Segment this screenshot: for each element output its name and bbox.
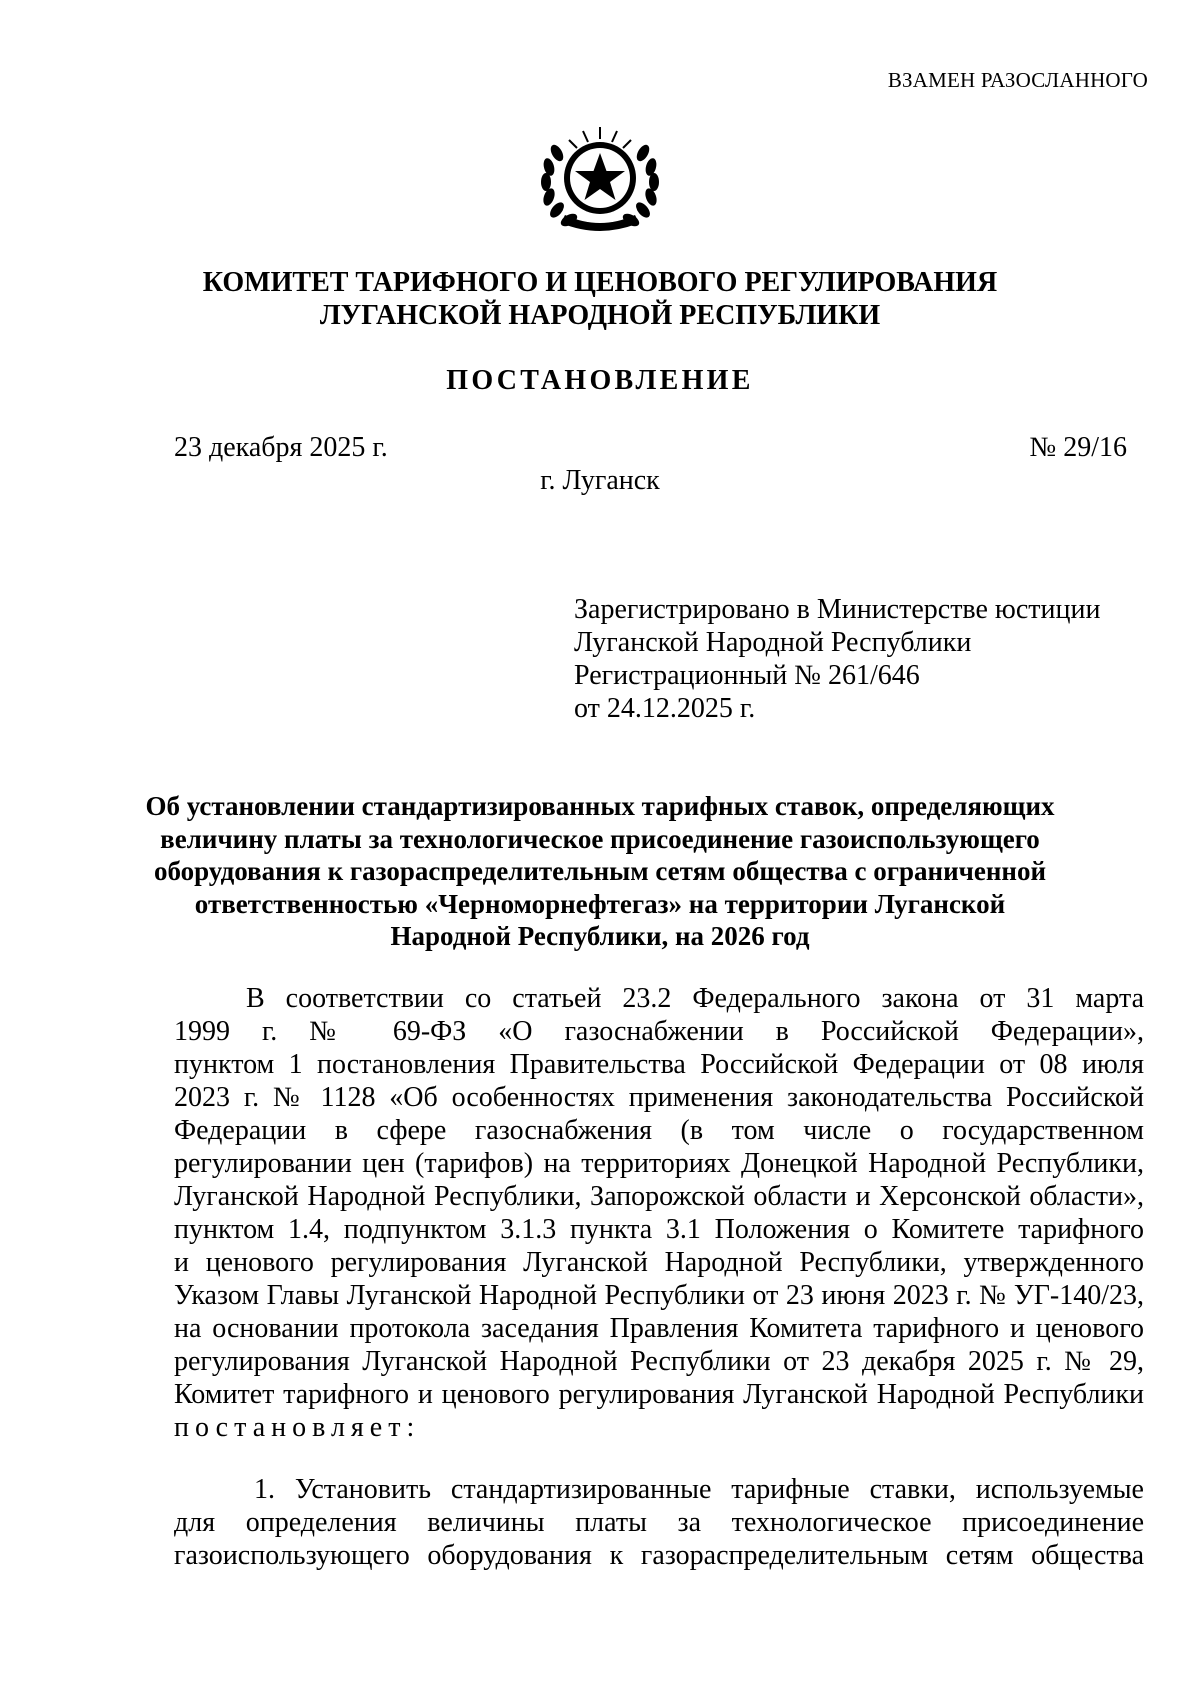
item-1-paragraph xyxy=(174,1473,1144,1572)
replacement-stamp: ВЗАМЕН РАЗОСЛАННОГО xyxy=(887,68,1148,92)
document-number: № 29/16 xyxy=(1029,432,1127,463)
preamble-line: регулировании цен (тарифов) на территориях Донецкой Народной Республики, xyxy=(174,1148,1144,1179)
preamble-line: 1999 г. № 69-ФЗ «О газоснабжении в Российской Федерации», xyxy=(174,1016,1144,1047)
preamble-line: Указом Главы Луганской Народной Республики от 23 июня 2023 г. № УГ-140/23, xyxy=(174,1280,1144,1311)
preamble-line: 2023 г. № 1128 «Об особенностях применения законодательства Российской xyxy=(174,1082,1144,1113)
registration-line: Луганской Народной Республики xyxy=(574,627,972,658)
registration-block xyxy=(574,593,1100,725)
document-type: ПОСТАНОВЛЕНИЕ xyxy=(446,365,754,396)
registration-line: от 24.12.2025 г. xyxy=(574,693,756,724)
item-1-line: газоиспользующего оборудования к газораспределительным сетям общества xyxy=(174,1540,1144,1571)
preamble-line: Луганской Народной Республики, Запорожской области и Херсонской области», xyxy=(174,1181,1144,1212)
organization-name-line-2: ЛУГАНСКОЙ НАРОДНОЙ РЕСПУБЛИКИ xyxy=(319,300,881,331)
subject-line: Об установлении стандартизированных тарифных ставок, определяющих xyxy=(145,791,1055,821)
preamble-paragraph xyxy=(174,982,1144,1444)
lpr-coat-of-arms-icon xyxy=(535,123,665,235)
preamble-line: и ценового регулирования Луганской Народной Республики, утвержденного xyxy=(174,1247,1144,1278)
preamble-line: Комитет тарифного и ценового регулирования Луганской Народной Республики xyxy=(174,1379,1144,1410)
item-1-line: для определения величины платы за технологическое присоединение xyxy=(174,1507,1144,1538)
document-city: г. Луганск xyxy=(540,465,660,496)
subject-line: Народной Республики, на 2026 год xyxy=(390,921,810,951)
document-date: 23 декабря 2025 г. xyxy=(174,432,388,463)
registration-line: Зарегистрировано в Министерстве юстиции xyxy=(574,594,1101,625)
resolves-word: постановляет: xyxy=(174,1412,421,1443)
preamble-line: регулирования Луганской Народной Республики от 23 декабря 2025 г. № 29, xyxy=(174,1346,1144,1377)
preamble-line: Федерации в сфере газоснабжения (в том числе о государственном xyxy=(174,1115,1144,1146)
preamble-line: пунктом 1 постановления Правительства Российской Федерации от 08 июля xyxy=(174,1049,1144,1080)
document-subject xyxy=(0,790,1200,953)
preamble-line: пунктом 1.4, подпунктом 3.1.3 пункта 3.1 Положения о Комитете тарифного xyxy=(174,1214,1144,1245)
subject-line: величину платы за технологическое присоединение газоиспользующего xyxy=(160,823,1040,854)
preamble-line: В соответствии со статьей 23.2 Федерального закона от 31 марта xyxy=(246,983,1144,1014)
registration-line: Регистрационный № 261/646 xyxy=(574,660,920,691)
preamble-line: на основании протокола заседания Правления Комитета тарифного и ценового xyxy=(174,1313,1144,1344)
item-1-line: 1. Установить стандартизированные тарифные ставки, используемые xyxy=(254,1474,1144,1505)
subject-line: ответственностью «Черноморнефтегаз» на территории Луганской xyxy=(194,888,1006,919)
subject-line: оборудования к газораспределительным сетям общества с ограниченной xyxy=(153,856,1047,886)
organization-name-line-1: КОМИТЕТ ТАРИФНОГО И ЦЕНОВОГО РЕГУЛИРОВАНИЯ xyxy=(202,267,998,298)
